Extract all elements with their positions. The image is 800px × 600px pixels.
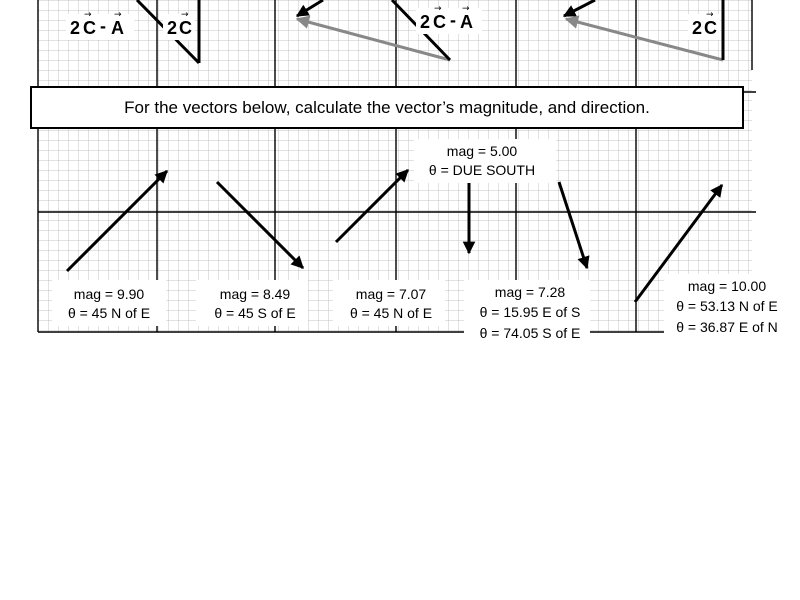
label-a: A — [111, 18, 124, 38]
instruction-banner — [30, 86, 744, 129]
arrow-over-c: → — [434, 4, 442, 14]
label-a: A — [460, 12, 473, 32]
label-coef: 2 — [420, 12, 431, 32]
top-label-4 — [688, 10, 720, 40]
label-coef: 2 — [70, 18, 81, 38]
label-op: - — [100, 16, 106, 36]
answer-mag: mag = 7.07 — [355, 286, 427, 302]
answer-direction: θ = DUE SOUTH — [428, 162, 536, 178]
label-c: C — [83, 18, 96, 38]
answer-direction-alt: θ = 36.87 E of N — [676, 319, 778, 335]
top-label-3 — [416, 4, 482, 34]
top-label-2 — [163, 10, 195, 40]
label-coef: 2 — [692, 18, 703, 38]
top-label-1 — [66, 10, 134, 40]
answer-direction: θ = 53.13 N of E — [676, 298, 778, 314]
arrow-over-a: → — [114, 10, 122, 20]
label-c: C — [433, 12, 446, 32]
answer-direction-alt: θ = 74.05 S of E — [479, 325, 581, 341]
answer-mag: mag = 10.00 — [687, 278, 767, 294]
answer-direction: θ = 45 N of E — [67, 305, 151, 321]
answer-box-1 — [52, 280, 166, 326]
answer-mag: mag = 5.00 — [446, 143, 518, 159]
answer-box-2 — [196, 280, 308, 326]
arrow-over-c: → — [181, 10, 189, 20]
instruction-text: For the vectors below, calculate the vector’s magnitude, and direction. — [124, 97, 650, 117]
label-c: C — [704, 18, 717, 38]
answer-box-6 — [664, 274, 790, 338]
arrow-over-a: → — [462, 4, 470, 14]
answer-direction: θ = 45 N of E — [349, 305, 433, 321]
answer-direction: θ = 45 S of E — [214, 305, 296, 321]
answer-direction: θ = 15.95 E of S — [479, 304, 581, 320]
answer-mag: mag = 8.49 — [219, 286, 291, 302]
answer-mag: mag = 9.90 — [73, 286, 145, 302]
answer-box-4 — [414, 139, 556, 183]
arrow-over-c: → — [706, 10, 714, 20]
answer-box-5 — [464, 280, 590, 344]
arrow-over-c: → — [84, 10, 92, 20]
label-coef: 2 — [167, 18, 178, 38]
answer-box-3 — [333, 280, 445, 326]
label-op: - — [450, 10, 456, 30]
label-c: C — [179, 18, 192, 38]
answer-mag: mag = 7.28 — [494, 284, 566, 300]
